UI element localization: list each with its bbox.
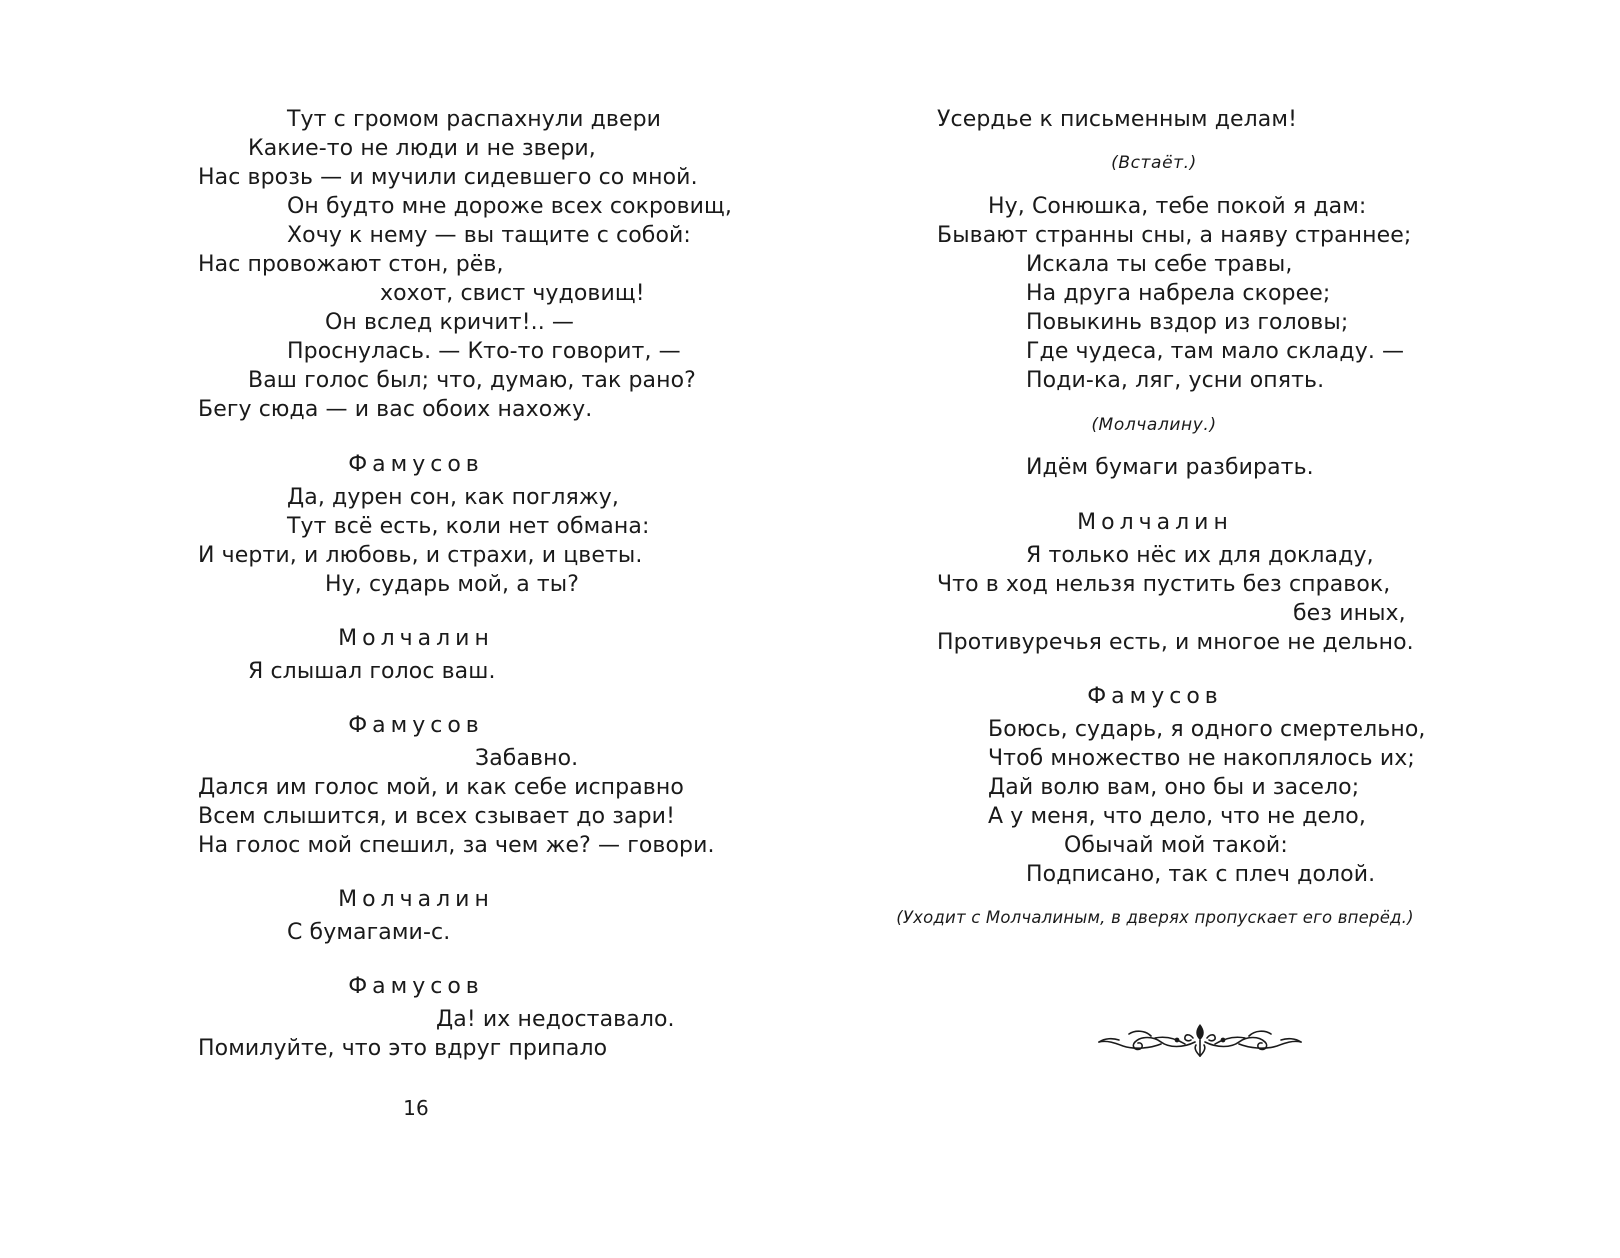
verse-line: А у меня, что дело, что не дело, xyxy=(988,804,1366,829)
verse-line: Усердье к письменным делам! xyxy=(937,107,1297,132)
verse-line: На друга набрела скорее; xyxy=(1026,281,1331,306)
verse-line: Да, дурен сон, как погляжу, xyxy=(287,485,619,510)
verse-line: хохот, свист чудовищ! xyxy=(380,281,645,306)
speaker-name: Фамусов xyxy=(348,713,484,738)
verse-line: Нас провожают стон, рёв, xyxy=(198,252,504,277)
verse-line: Да! их недоставало. xyxy=(436,1007,675,1032)
verse-line: Ваш голос был; что, думаю, так рано? xyxy=(248,368,696,393)
verse-line: Он будто мне дороже всех сокровищ, xyxy=(287,194,732,219)
speaker-name: Молчалин xyxy=(338,887,494,912)
verse-line: Какие-то не люди и не звери, xyxy=(248,136,596,161)
verse-line: Обычай мой такой: xyxy=(1064,833,1288,858)
verse-line: Искала ты себе травы, xyxy=(1026,252,1293,277)
verse-line: Идём бумаги разбирать. xyxy=(1026,455,1314,480)
verse-line: Повыкинь вздор из головы; xyxy=(1026,310,1349,335)
verse-line: Тут всё есть, коли нет обмана: xyxy=(287,514,650,539)
verse-line: Помилуйте, что это вдруг припало xyxy=(198,1036,608,1061)
verse-line: Бывают странны сны, а наяву страннее; xyxy=(937,223,1412,248)
stage-direction: (Встаёт.) xyxy=(1111,153,1197,173)
verse-line: На голос мой спешил, за чем же? — говори. xyxy=(198,833,715,858)
verse-line: Где чудеса, там мало складу. — xyxy=(1026,339,1405,364)
verse-line: Я только нёс их для докладу, xyxy=(1026,543,1374,568)
verse-line: Боюсь, сударь, я одного смертельно, xyxy=(988,717,1426,742)
stage-direction: (Молчалину.) xyxy=(1091,415,1217,435)
verse-line: Всем слышится, и всех сзывает до зари! xyxy=(198,804,675,829)
speaker-name: Фамусов xyxy=(1087,684,1223,709)
fleuron-ornament-icon xyxy=(1095,1018,1305,1062)
verse-line: И черти, и любовь, и страхи, и цветы. xyxy=(198,543,643,568)
right-page xyxy=(810,0,1620,1258)
verse-line: Тут с громом распахнули двери xyxy=(287,107,662,132)
verse-line: Поди-ка, ляг, усни опять. xyxy=(1026,368,1325,393)
verse-line: Чтоб множество не накоплялось их; xyxy=(988,746,1415,771)
verse-line: Ну, сударь мой, а ты? xyxy=(325,572,580,597)
verse-line: Я слышал голос ваш. xyxy=(248,659,496,684)
stage-direction: (Уходит с Молчалиным, в дверях пропускает его вперёд.) xyxy=(896,908,1414,927)
verse-line: без иных, xyxy=(1293,601,1406,626)
speaker-name: Молчалин xyxy=(338,626,494,651)
speaker-name: Фамусов xyxy=(348,452,484,477)
verse-line: Противуречья есть, и многое не дельно. xyxy=(937,630,1414,655)
verse-line: Что в ход нельзя пустить без справок, xyxy=(937,572,1391,597)
speaker-name: Молчалин xyxy=(1077,510,1233,535)
verse-line: Забавно. xyxy=(475,746,579,771)
verse-line: Хочу к нему — вы тащите с собой: xyxy=(287,223,691,248)
verse-line: Дай волю вам, оно бы и засело; xyxy=(988,775,1360,800)
verse-line: Бегу сюда — и вас обоих нахожу. xyxy=(198,397,593,422)
verse-line: С бумагами-с. xyxy=(287,920,451,945)
verse-line: Он вслед кричит!.. — xyxy=(325,310,575,335)
speaker-name: Фамусов xyxy=(348,974,484,999)
verse-line: Проснулась. — Кто-то говорит, — xyxy=(287,339,681,364)
verse-line: Ну, Сонюшка, тебе покой я дам: xyxy=(988,194,1367,219)
verse-line: Дался им голос мой, и как себе исправно xyxy=(198,775,684,800)
page-number: 16 xyxy=(403,1096,429,1120)
verse-line: Подписано, так с плеч долой. xyxy=(1026,862,1376,887)
verse-line: Нас врозь — и мучили сидевшего со мной. xyxy=(198,165,698,190)
